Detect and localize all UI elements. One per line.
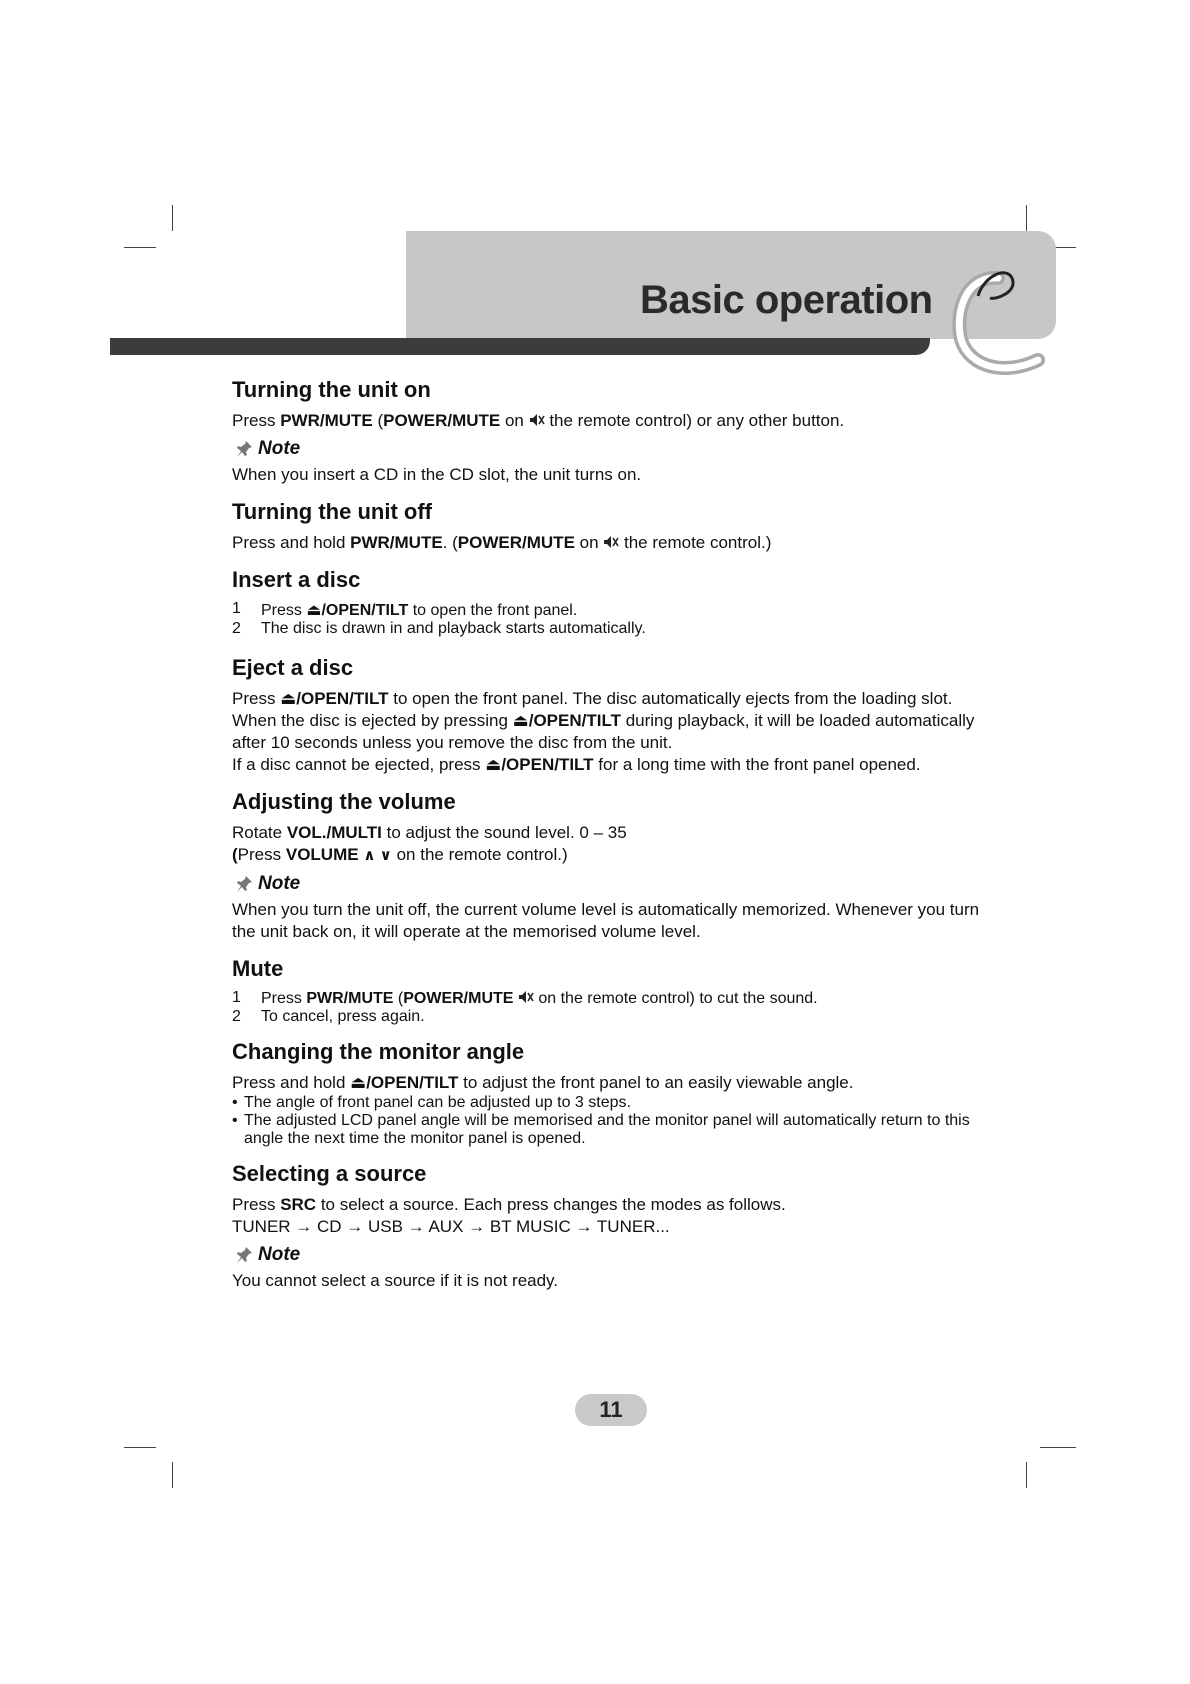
pin-icon xyxy=(234,1245,254,1265)
bullet-item: • The angle of front panel can be adjusted up to 3 steps. xyxy=(232,1094,631,1111)
paragraph: (Press VOLUME ∧ ∨ on the remote control.) xyxy=(232,844,992,867)
note-text: You cannot select a source if it is not ready. xyxy=(232,1271,559,1290)
crop-mark xyxy=(1040,1447,1076,1448)
section-monitor-angle xyxy=(232,1038,992,1148)
paragraph: Press PWR/MUTE (POWER/MUTE on the remote control) or any other button. xyxy=(232,411,845,430)
section-heading: Selecting a source xyxy=(232,1161,427,1186)
section-heading: Eject a disc xyxy=(232,655,354,680)
main-content xyxy=(232,376,992,1304)
section-heading: Turning the unit on xyxy=(232,377,431,402)
crop-mark xyxy=(124,1447,156,1448)
pin-icon xyxy=(234,874,254,894)
crop-mark xyxy=(1026,1462,1027,1488)
section-mute xyxy=(232,955,992,1026)
section-turning-on xyxy=(232,376,992,486)
section-heading: Changing the monitor angle xyxy=(232,1039,525,1064)
crop-mark xyxy=(1026,205,1027,231)
volume-up-down-icon: ∧ ∨ xyxy=(363,847,392,864)
section-insert-disc xyxy=(232,566,992,638)
page-number: 11 xyxy=(575,1394,647,1426)
section-select-source xyxy=(232,1160,992,1292)
step-item: 1 Press ⏏/OPEN/TILT to open the front panel. xyxy=(232,600,578,619)
crop-mark xyxy=(172,1462,173,1488)
crop-mark xyxy=(124,247,156,248)
section-heading: Turning the unit off xyxy=(232,499,432,524)
source-sequence: TUNER → CD → USB → AUX → BT MUSIC → TUNER... xyxy=(232,1217,670,1236)
step-item: 1 Press PWR/MUTE (POWER/MUTE on the remote control) to cut the sound. xyxy=(232,989,818,1007)
swirl-logo-icon xyxy=(920,256,1060,386)
section-heading: Insert a disc xyxy=(232,567,361,592)
crop-mark xyxy=(172,205,173,231)
paragraph: If a disc cannot be ejected, press ⏏/OPEN/TILT for a long time with the front panel opened. xyxy=(232,755,921,774)
note-text: When you turn the unit off, the current volume level is automatically memorized. Whenever you turn the unit back on, it will operate at the memorised volume level. xyxy=(232,900,980,941)
note-label: Note xyxy=(234,438,992,460)
mute-icon xyxy=(529,412,545,428)
paragraph: Press SRC to select a source. Each press changes the modes as follows. xyxy=(232,1195,786,1214)
section-heading: Mute xyxy=(232,956,284,981)
step-item: 2 The disc is drawn in and playback starts automatically. xyxy=(232,620,646,637)
step-item: 2 To cancel, press again. xyxy=(232,1008,425,1025)
pin-icon xyxy=(234,439,254,459)
mute-icon xyxy=(518,989,534,1005)
section-eject-disc xyxy=(232,654,992,776)
mute-icon xyxy=(603,534,619,550)
note-label: Note xyxy=(234,1244,992,1266)
header-bar xyxy=(110,338,930,355)
paragraph: Press and hold PWR/MUTE. (POWER/MUTE on the remote control.) xyxy=(232,533,772,552)
paragraph: When the disc is ejected by pressing ⏏/OPEN/TILT during playback, it will be loaded automatically after 10 seconds unless you remove the disc from the unit. xyxy=(232,711,975,752)
bullet-item: • The adjusted LCD panel angle will be memorised and the monitor panel will automatically return to this angle the next time the monitor panel is opened. xyxy=(232,1112,970,1147)
note-label: Note xyxy=(234,873,992,895)
section-volume xyxy=(232,788,992,943)
note-text: When you insert a CD in the CD slot, the unit turns on. xyxy=(232,465,642,484)
paragraph: Rotate VOL./MULTI to adjust the sound level. 0 – 35 xyxy=(232,823,627,842)
section-turning-off xyxy=(232,498,992,554)
section-heading: Adjusting the volume xyxy=(232,789,456,814)
page-title: Basic operation xyxy=(640,278,933,322)
paragraph: Press ⏏/OPEN/TILT to open the front panel. The disc automatically ejects from the loading slot. xyxy=(232,689,953,708)
paragraph: Press and hold ⏏/OPEN/TILT to adjust the front panel to an easily viewable angle. xyxy=(232,1073,854,1092)
